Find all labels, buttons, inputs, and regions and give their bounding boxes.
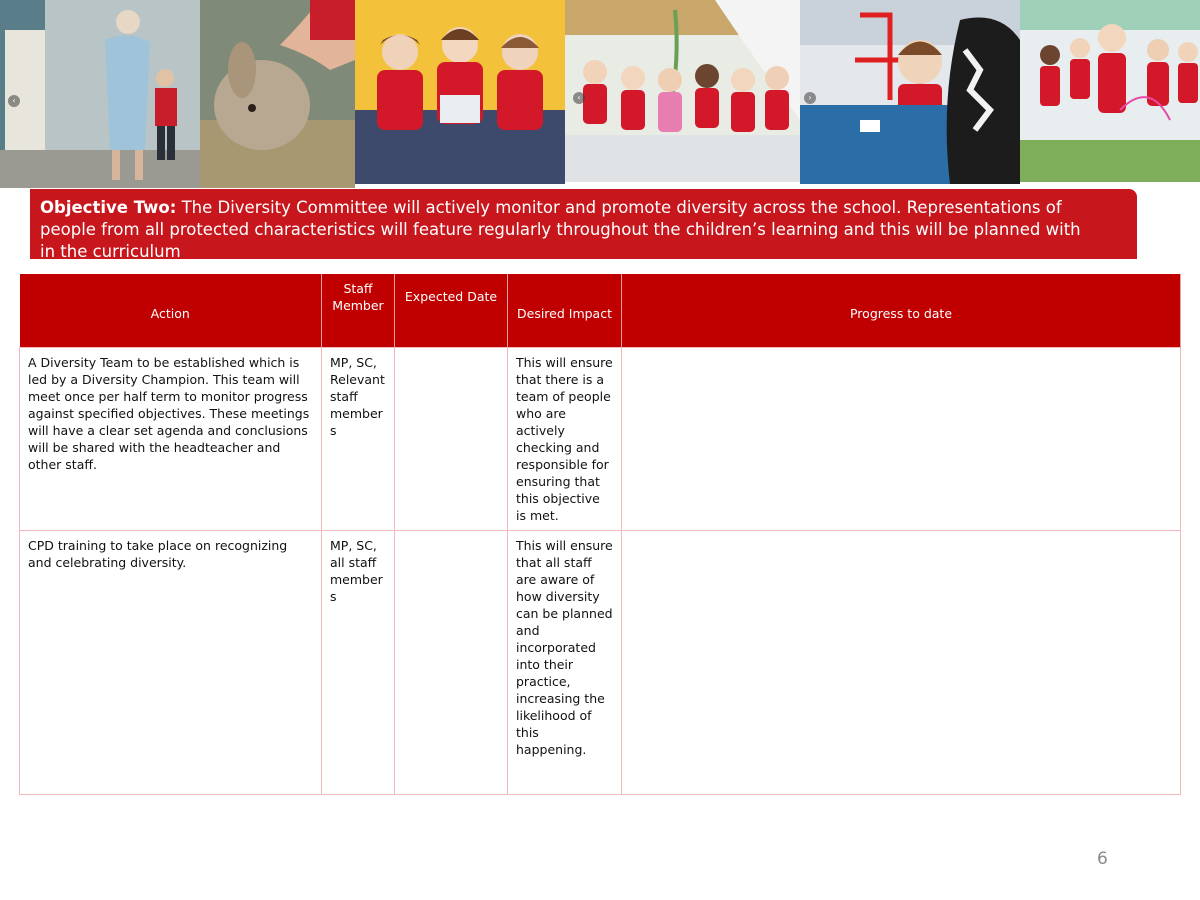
row-1-desired-impact: This will ensure that there is a team of people who are actively checking and responsible for ensuring that this objective is met. <box>508 348 622 531</box>
photo-children-reading <box>355 0 565 184</box>
photo-children-group <box>565 0 800 182</box>
row-1-action: A Diversity Team to be established which is led by a Diversity Champion. This team will meet once per half term to monitor progress against specified objectives. These meetings will have a clear set agenda and conclusions will be shared with the headteacher and other staff. <box>20 348 322 531</box>
row-2-progress <box>622 531 1181 795</box>
header-staff-member: Staff Member <box>322 274 395 348</box>
row-1-expected-date <box>395 348 508 531</box>
photo-children-ribbons <box>1020 0 1200 182</box>
row-2-desired-impact: This will ensure that all staff are aware of how diversity can be planned and incorporated into their practice, increasing the likelihood of this happening. <box>508 531 622 795</box>
table-header-row <box>20 274 1181 348</box>
previous-arrow-icon[interactable]: ‹ <box>8 95 20 107</box>
page-number: 6 <box>1097 849 1108 869</box>
table-row <box>20 348 1181 531</box>
row-2-staff: MP, SC, all staff member s <box>322 531 395 795</box>
table-row <box>20 531 1181 795</box>
objective-description: The Diversity Committee will actively monitor and promote diversity across the school. Representations of people from all protected characteristics will feature regularly throughout the children’s learning and this will be planned with in the curriculum <box>40 198 1081 259</box>
objective-label: Objective Two: <box>40 198 177 217</box>
row-2-expected-date <box>395 531 508 795</box>
photo-strip <box>0 0 1200 188</box>
header-desired-impact: Desired Impact <box>508 274 622 348</box>
header-action: Action <box>20 274 322 348</box>
row-1-staff: MP, SC, Relevant staff member s <box>322 348 395 531</box>
action-plan-table <box>19 274 1181 795</box>
objective-banner <box>30 189 1137 259</box>
row-1-progress <box>622 348 1181 531</box>
photo-child-at-table <box>800 0 1020 184</box>
row-2-action: CPD training to take place on recognizing and celebrating diversity. <box>20 531 322 795</box>
carousel-arrow-icon[interactable]: ‹ <box>573 92 585 104</box>
header-expected-date: Expected Date <box>395 274 508 348</box>
next-arrow-icon[interactable]: › <box>804 92 816 104</box>
header-progress: Progress to date <box>622 274 1181 348</box>
photo-woman-with-child <box>0 0 200 188</box>
photo-rabbit <box>200 0 355 188</box>
objective-text <box>40 197 1090 259</box>
